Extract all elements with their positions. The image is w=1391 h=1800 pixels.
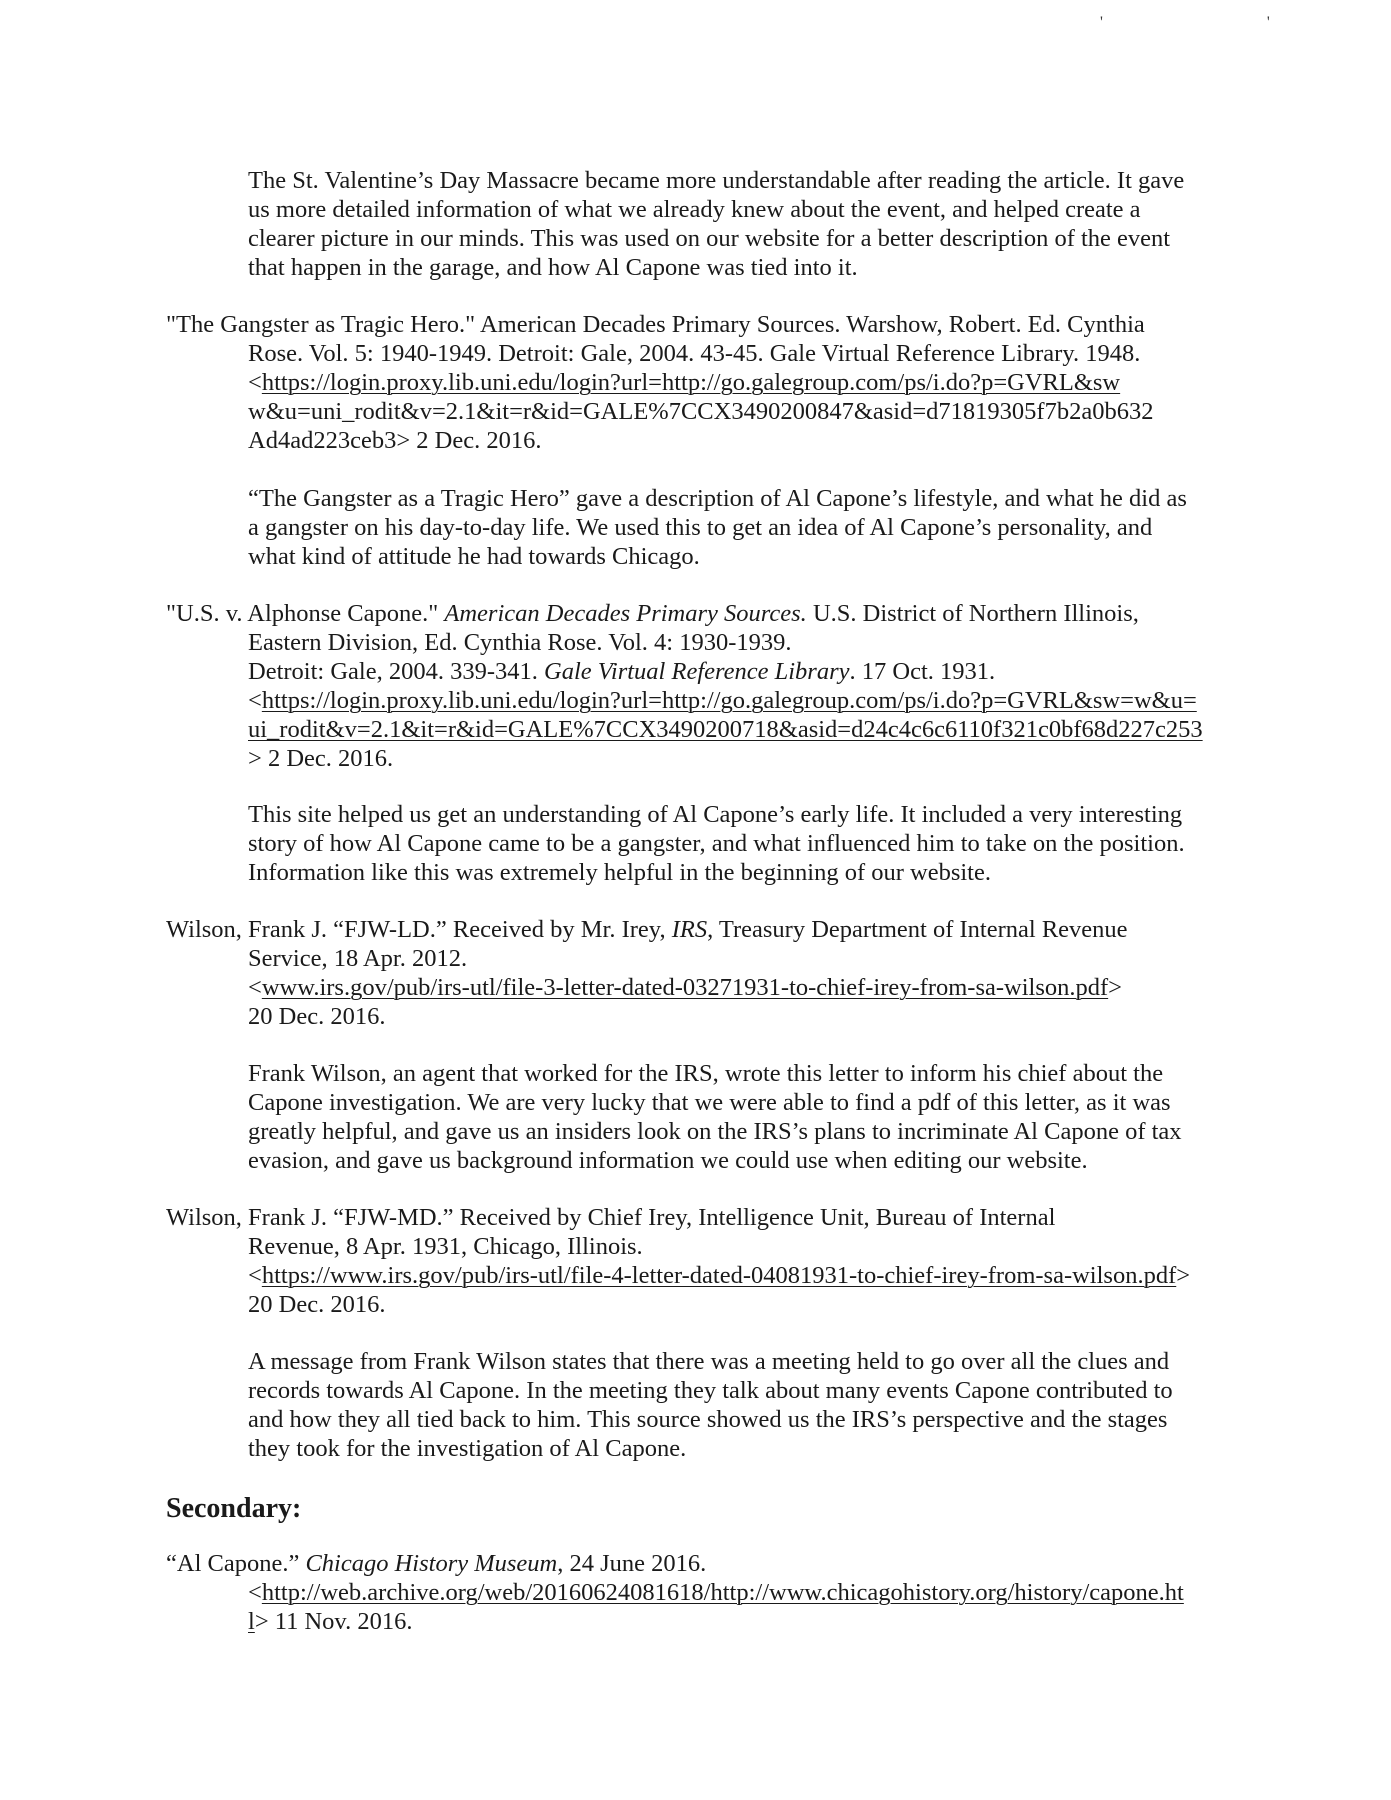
citation-url-line: <http://web.archive.org/web/20160624081618/http://www.chicagohistory.org/history/capone.ht [248,1579,1184,1606]
citation-library: Gale Virtual Reference Library [544,658,850,685]
citation-url-line: <www.irs.gov/pub/irs-utl/file-3-letter-dated-03271931-to-chief-irey-from-sa-wilson.pdf> [248,974,1122,1001]
intro-annotation [248,166,1248,282]
annotation-fjw-ld [248,1059,1248,1175]
citation-us-v-capone [166,599,1246,773]
citation-url-line: <https://login.proxy.lib.uni.edu/login?url=http://go.galegroup.com/ps/i.do?p=GVRL&sw=w&u= [248,687,1197,714]
citation-line: "The Gangster as Tragic Hero." American Decades Primary Sources. Warshow, Robert. Ed. Cynthia [166,311,1145,338]
citation-url-tail: Ad4ad223ceb3 [248,427,397,454]
citation-url-line [166,1607,1246,1636]
secondary-heading: Secondary: [166,1493,302,1524]
annotation-line: Frank Wilson, an agent that worked for the IRS, wrote this letter to inform his chief about the [248,1060,1164,1087]
citation-source: IRS [671,916,708,943]
citation-text: , Treasury Department of Internal Revenue [707,916,1128,943]
citation-text: . 17 Oct. 1931. [849,658,996,685]
annotation-line: A message from Frank Wilson states that there was a meeting held to go over all the clues and [248,1348,1170,1375]
annotation-line: that happen in the garage, and how Al Capone was tied into it. [248,254,858,281]
annotation-us-v-capone [248,800,1248,887]
citation-url-link[interactable]: https://www.irs.gov/pub/irs-utl/file-4-letter-dated-04081931-to-chief-irey-from-sa-wilson.pdf [261,1262,1177,1289]
annotation-line: “The Gangster as a Tragic Hero” gave a description of Al Capone’s lifestyle, and what he did as [248,485,1187,512]
citation-line [166,915,1246,944]
annotation-line: they took for the investigation of Al Capone. [248,1435,687,1462]
citation-text: , 24 June 2016. [557,1550,707,1577]
citation-line [166,657,1246,686]
citation-title: "U.S. v. Alphonse Capone." [166,600,439,627]
citation-url-link[interactable]: http://web.archive.org/web/20160624081618/http://www.chicagohistory.org/history/capone.ht [261,1579,1184,1606]
citation-url-line: <https://www.irs.gov/pub/irs-utl/file-4-letter-dated-04081931-to-chief-irey-from-sa-wilson.pdf> [248,1262,1191,1289]
annotation-line: The St. Valentine’s Day Massacre became more understandable after reading the article. It gave [248,167,1185,194]
citation-chicago-history-museum [166,1549,1246,1636]
citation-text: Wilson, Frank J. “FJW-LD.” Received by Mr. Irey, [166,916,666,943]
citation-line: Wilson, Frank J. “FJW-MD.” Received by Chief Irey, Intelligence Unit, Bureau of Internal [166,1204,1056,1231]
citation-url-line: Ad4ad223ceb3> 2 Dec. 2016. [248,427,542,454]
citation-url-link[interactable]: https://login.proxy.lib.uni.edu/login?url=http://go.galegroup.com/ps/i.do?p=GVRL&sw=w&u= [261,687,1197,714]
citation-source: Chicago History Museum [305,1550,558,1577]
citation-url-line: <https://login.proxy.lib.uni.edu/login?url=http://go.galegroup.com/ps/i.do?p=GVRL&sw [248,369,1121,396]
citation-url-link[interactable]: www.irs.gov/pub/irs-utl/file-3-letter-dated-03271931-to-chief-irey-from-sa-wilson.pdf [261,974,1109,1001]
citation-line: Service, 18 Apr. 2012. [248,945,468,972]
citation-title: “Al Capone.” [166,1550,300,1577]
annotation-line: greatly helpful, and gave us an insiders look on the IRS’s plans to incriminate Al Capone of tax [248,1118,1182,1145]
access-date: 20 Dec. 2016. [248,1291,386,1318]
access-date: > 11 Nov. 2016. [254,1608,413,1635]
access-date: 2 Dec. 2016. [416,427,542,454]
annotation-line: a gangster on his day-to-day life. We used this to get an idea of Al Capone’s personality, and [248,514,1153,541]
citation-url-link[interactable]: ui_rodit&v=2.1&it=r&id=GALE%7CCX3490200718&asid=d24c4c6c6110f321c0bf68d227c253 [248,716,1203,743]
citation-line [166,599,1246,628]
access-date: > 2 Dec. 2016. [248,745,394,772]
page-corner-mark: ' ' [1100,14,1350,31]
annotation-line: what kind of attitude he had towards Chicago. [248,543,700,570]
annotation-line: Capone investigation. We are very lucky that we were able to find a pdf of this letter, as it was [248,1089,1171,1116]
annotation-fjw-md [248,1347,1248,1463]
annotation-gangster-tragic-hero [248,484,1248,571]
citation-url-line: w&u=uni_rodit&v=2.1&it=r&id=GALE%7CCX3490200847&asid=d71819305f7b2a0b632 [248,398,1154,425]
annotation-line: story of how Al Capone came to be a gangster, and what influenced him to take on the position. [248,830,1185,857]
citation-text: U.S. District of Northern Illinois, [812,600,1139,627]
citation-fjw-md [166,1203,1246,1319]
annotation-line: clearer picture in our minds. This was used on our website for a better description of the event [248,225,1171,252]
annotation-line: and how they all tied back to him. This source showed us the IRS’s perspective and the stages [248,1406,1168,1433]
annotation-line: evasion, and gave us background information we could use when editing our website. [248,1147,1088,1174]
annotation-line: us more detailed information of what we already knew about the event, and helped create a [248,196,1141,223]
citation-line [166,1549,1246,1578]
annotation-line: records towards Al Capone. In the meeting they talk about many events Capone contributed to [248,1377,1173,1404]
citation-line: Rose. Vol. 5: 1940-1949. Detroit: Gale, 2004. 43-45. Gale Virtual Reference Library. 1948. [248,340,1141,367]
citation-text: Detroit: Gale, 2004. 339-341. [248,658,538,685]
citation-line: Eastern Division, Ed. Cynthia Rose. Vol. 4: 1930-1939. [248,629,792,656]
citation-fjw-ld [166,915,1246,1031]
citation-url-line [166,715,1246,744]
annotation-line: This site helped us get an understanding of Al Capone’s early life. It included a very interesting [248,801,1183,828]
access-date: 20 Dec. 2016. [248,1003,386,1030]
citation-source: American Decades Primary Sources. [444,600,807,627]
citation-line: Revenue, 8 Apr. 1931, Chicago, Illinois. [248,1233,643,1260]
citation-url-link[interactable]: https://login.proxy.lib.uni.edu/login?url=http://go.galegroup.com/ps/i.do?p=GVRL&sw [261,369,1121,396]
citation-url-link[interactable]: l [248,1608,255,1635]
annotation-line: Information like this was extremely helpful in the beginning of our website. [248,859,991,886]
citation-gangster-tragic-hero [166,310,1246,455]
